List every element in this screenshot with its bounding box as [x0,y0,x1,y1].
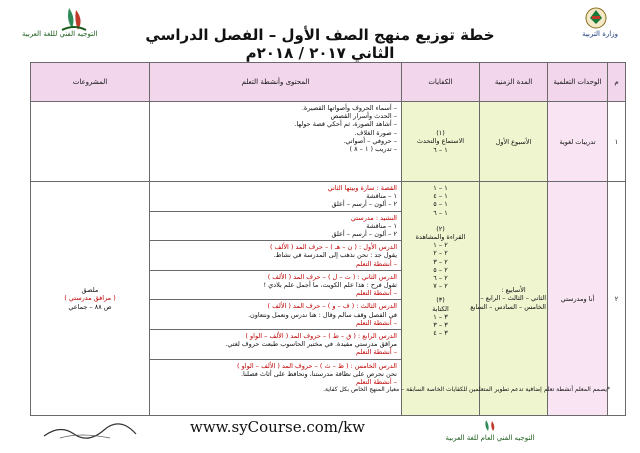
lesson-title: الدرس الرابع : ( ق – ط ) – حروف المد ( الألف – الواو ) [245,332,397,341]
department-name: التوجيه الفني لللغة العربية [22,30,98,38]
competency-code: ٣ – ٤ [433,329,448,338]
competency-code: ١ – ٤ [433,192,448,201]
department-logo-icon [470,418,510,432]
competency-code: ٣ – ١ [433,312,448,321]
projects-cell-empty [31,102,150,182]
duration-cell: الأسبوع الأول [480,102,548,182]
ministry-name: وزارة التربية [582,30,618,38]
competency-code: ٢ – ٢ [433,249,448,258]
content-block [150,330,401,360]
row-number: ٢ [608,182,626,416]
content-cell [150,102,402,182]
competencies-cell [402,102,480,182]
competency-group-title: القراءة والمشاهدة [415,233,466,242]
duration-line: الثاني – الثالث – الرابع – [480,294,546,303]
content-line: – أنشطة التعلم [356,289,397,298]
content-line: في الفصل وقف سالم وقال : هنا ندرس ونعمل ونتعاون. [247,310,397,319]
duration-cell [470,182,548,416]
lesson-title: النشيد : مدرستي [350,213,397,222]
footer-org-name: التوجيه الفني العام للغة العربية [445,434,535,442]
content-block [150,300,401,330]
content-line: ٢ – ألون – أرسم – أعلق [331,230,397,239]
competency-group-number: (١) [436,129,445,138]
content-line: – حروفي – أصواتي. [343,136,397,145]
header-projects: المشروعات [31,63,150,102]
curriculum-table [30,62,626,416]
content-line: – أنشطة التعلم [356,318,397,327]
competency-code: ٢ – ٦ [433,274,448,283]
competency-group-title: الاستماع والتحدث [416,137,465,146]
spacer [403,217,478,225]
competency-code: ٢ – ٣ [433,257,448,266]
unit-cell: تدريبات لغوية [548,102,608,182]
competency-code: ٢ – ٧ [433,282,448,291]
lesson-title: الدرس الخامس : ( ظ – ث ) – حروف المد ( الألف – الواو ) [237,361,397,370]
project-type: ملصق [81,286,99,295]
lesson-title: الدرس الثالث : ( ف – و ) – حرف المد ( الألف ) [267,302,397,311]
content-line: نحن نحرص على نظافة مدرستنا، ونحافظ على أثاث فصلنا. [240,369,397,378]
content-block [150,360,401,389]
header-duration: المدة الزمنية [480,63,548,102]
table-header-row [31,63,626,102]
lesson-title: القصة : سارة وبيتها الثاني [327,184,397,192]
content-block [150,212,401,242]
content-line: – أنشطة التعلم [356,259,397,268]
content-line: ٢ – ألون – أرسم – أعلق [331,200,397,209]
row-number: ١ [608,102,626,182]
duration-line: الأسابيع : [501,286,526,295]
content-block [150,241,401,271]
header-content: المحتوى وأنشطة التعلم [150,63,402,102]
header-number: م [608,63,626,102]
ministry-emblem-icon [516,4,626,48]
content-line: ١ – مناقشة [366,221,397,230]
page-title: خطة توزيع منهج الصف الأول – الفصل الدراسي الثاني ٢٠١٧ / ٢٠١٨م [145,26,495,62]
unit-cell: أنا ومدرستي [548,182,608,416]
content-block [150,271,401,301]
content-line: مراقق مدرستي مفيدة. في مختبر الحاسوب طبعت حروف لغتي. [225,340,397,349]
project-title: ( مرافق مدرستي ) [64,294,116,303]
content-line: – أشاهد الصورة، ثم أحكي قصة حولها. [294,120,397,129]
competency-code: ٣ – ٣ [433,321,448,330]
footnote: *يصمم المعلم أنشطة تعلم إضافية تدعم تطوير المتعلمين للكفايات الخاصة السابقة – معيار المنهج الخاص بكل كفاية. [323,386,610,393]
content-line: – تدريب ( ١ – ٨ ) [349,145,397,154]
content-line: يقول جد : نحن نذهب إلى المدرسة في نشاط. [273,251,397,260]
content-line: – أنشطة التعلم [356,378,397,387]
competency-code: ١ – ٦ [433,208,448,217]
table-row [31,102,626,182]
competency-code: ١ – ٥ [433,200,448,209]
content-line: – الحدث وأسرار القصص [330,112,397,121]
footer-org-stamp [430,418,550,442]
competency-code: ١ – ١ [433,184,448,192]
header-competencies: الكفايات [402,63,480,102]
duration-line: الخامس – السادس – السابع [470,302,546,311]
arabic-department-logo-icon [14,4,134,44]
website-url[interactable]: www.syCourse.com/kw [190,418,365,436]
content-line: – أنشطة التعلم [356,348,397,357]
project-page: ص ٨٨ – جماعي [68,302,112,311]
content-line: ١ – مناقشة [366,192,397,201]
lesson-title: الدرس الأول : ( ن – هـ ) – حرف المد ( الألف ) [270,243,397,252]
content-line: – صورة الغلاف. [354,128,397,137]
content-line: – أسماء الحروف وأصواتها القصيرة. [301,104,397,112]
lesson-title: الدرس الثاني : ( ت – ل ) – حرف المد ( الألف ) [267,272,397,281]
supervisor-signature-icon [40,420,140,442]
header-unit: الوحدات التعلمية [548,63,608,102]
content-block [150,182,401,212]
page-header [0,0,640,60]
competency-code: ٢ – ٥ [433,265,448,274]
competency-code: ٢ – ١ [433,241,448,250]
competency-group-title: الكتابة [432,304,449,313]
competency-group-number: (٣) [436,296,445,305]
content-cell [150,182,402,416]
competency-code: ١ – ٦ [433,145,448,154]
table-row [31,182,626,416]
competency-group-number: (٢) [436,224,445,233]
competencies-cell [402,182,480,416]
content-line: تقول فرح : هذا علم الكويت، ما أجمل علم بلادي ! [263,281,397,290]
projects-cell [31,182,150,416]
